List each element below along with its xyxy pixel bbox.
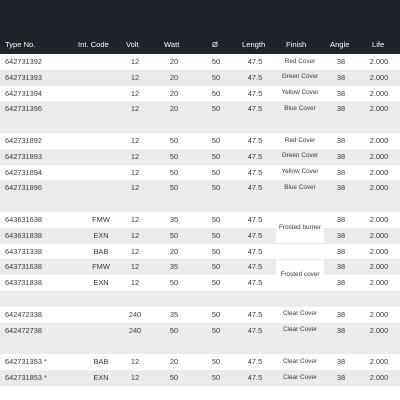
- cell-angle: 38: [336, 325, 346, 335]
- table-row: [0, 70, 400, 86]
- table-row: [0, 244, 400, 260]
- header-angle: Angle: [330, 40, 350, 49]
- group-spacer: [0, 117, 400, 133]
- finish-frosted-burner: Frosted burner: [276, 213, 324, 243]
- cell-angle: 38: [336, 135, 346, 145]
- cell-angle: 38: [336, 167, 346, 177]
- header-life: Life: [372, 40, 385, 49]
- cell-finish: Blue Cover: [284, 183, 316, 191]
- cell-watt: 20: [169, 357, 179, 367]
- cell-watt: 50: [169, 135, 179, 145]
- header-int-code: Int. Code: [78, 40, 109, 49]
- cell-volt: 12: [130, 230, 140, 240]
- cell-life: 2.000: [369, 151, 389, 161]
- cell-type: 642731392: [5, 57, 42, 66]
- header-watt: Watt: [164, 40, 180, 49]
- group-spacer: [0, 196, 400, 212]
- cell-dia: 50: [211, 325, 221, 335]
- cell-life: 2.000: [369, 278, 389, 288]
- header-length: Length: [242, 40, 266, 49]
- cell-finish: Green Cover: [281, 152, 319, 160]
- cell-finish: Clear Cover: [282, 326, 318, 334]
- cell-type: 642731896: [5, 183, 42, 193]
- cell-type: 642472338: [5, 309, 42, 319]
- table-row: [0, 275, 400, 291]
- cell-life: 2.000: [369, 372, 389, 382]
- table-row: [0, 212, 400, 228]
- cell-finish: Blue Cover: [284, 104, 316, 112]
- cell-watt: 20: [169, 57, 179, 66]
- cell-volt: 12: [130, 72, 140, 82]
- finish-frosted-cover: Frosted cover: [276, 260, 324, 290]
- cell-length: 47.5: [247, 104, 263, 114]
- cell-volt: 12: [130, 262, 140, 272]
- cell-angle: 38: [336, 372, 346, 382]
- cell-watt: 20: [169, 72, 179, 82]
- cell-life: 2.000: [369, 57, 389, 66]
- header-finish: Finish: [286, 40, 307, 49]
- cell-int: EXN: [93, 372, 109, 382]
- cell-volt: 12: [130, 104, 140, 114]
- table-body: [0, 54, 400, 386]
- cell-volt: 12: [130, 246, 140, 256]
- cell-dia: 50: [211, 309, 221, 319]
- cell-angle: 38: [336, 230, 346, 240]
- cell-length: 47.5: [247, 357, 263, 367]
- cell-life: 2.000: [369, 72, 389, 82]
- cell-angle: 38: [336, 309, 346, 319]
- table-header: [0, 37, 400, 54]
- cell-dia: 50: [211, 246, 221, 256]
- cell-life: 2.000: [369, 309, 389, 319]
- cell-length: 47.5: [247, 214, 263, 224]
- cell-volt: 12: [130, 372, 140, 382]
- cell-finish: Red Cover: [284, 57, 316, 65]
- cell-finish: Yellow Cover: [281, 89, 319, 97]
- table-row: [0, 54, 400, 70]
- cell-length: 47.5: [247, 230, 263, 240]
- table-row: [0, 259, 400, 275]
- cell-type: 643731838: [5, 278, 42, 288]
- cell-life: 2.000: [369, 230, 389, 240]
- cell-dia: 50: [211, 214, 221, 224]
- cell-watt: 50: [169, 183, 179, 193]
- cell-life: 2.000: [369, 357, 389, 367]
- cell-watt: 35: [169, 214, 179, 224]
- cell-angle: 38: [336, 72, 346, 82]
- cell-angle: 38: [336, 183, 346, 193]
- cell-finish: Yellow Cover: [281, 168, 319, 176]
- cell-length: 47.5: [247, 88, 263, 98]
- table-row: [0, 307, 400, 323]
- cell-volt: 12: [130, 135, 140, 145]
- cell-life: 2.000: [369, 325, 389, 335]
- cell-life: 2.000: [369, 183, 389, 193]
- table-row: [0, 101, 400, 117]
- cell-angle: 38: [336, 214, 346, 224]
- cell-int: EXN: [93, 278, 109, 288]
- cell-finish: Green Cover: [281, 73, 319, 81]
- cell-type: 643731638: [5, 262, 42, 272]
- cell-type: 642731353 *: [5, 357, 47, 367]
- cell-dia: 50: [211, 167, 221, 177]
- cell-int: FMW: [92, 214, 110, 224]
- cell-type: 642731394: [5, 88, 42, 98]
- cell-life: 2.000: [369, 246, 389, 256]
- cell-type: 643731338: [5, 246, 42, 256]
- cell-dia: 50: [211, 104, 221, 114]
- cell-volt: 12: [130, 167, 140, 177]
- cell-length: 47.5: [247, 135, 263, 145]
- table-row: [0, 354, 400, 370]
- cell-life: 2.000: [369, 167, 389, 177]
- cell-dia: 50: [211, 57, 221, 66]
- cell-angle: 38: [336, 104, 346, 114]
- cell-angle: 38: [336, 88, 346, 98]
- cell-volt: 12: [130, 151, 140, 161]
- cell-dia: 50: [211, 88, 221, 98]
- cell-type: 642472738: [5, 325, 42, 335]
- table-row: [0, 149, 400, 165]
- cell-watt: 35: [169, 262, 179, 272]
- cell-volt: 12: [130, 88, 140, 98]
- cell-finish: Clear Cover: [282, 357, 318, 365]
- cell-type: 642731393: [5, 72, 42, 82]
- cell-length: 47.5: [247, 57, 263, 66]
- cell-volt: 240: [128, 309, 142, 319]
- cell-dia: 50: [211, 262, 221, 272]
- cell-type: 643631838: [5, 230, 42, 240]
- cell-watt: 50: [169, 325, 179, 335]
- cell-length: 47.5: [247, 183, 263, 193]
- cell-watt: 50: [169, 372, 179, 382]
- cell-angle: 38: [336, 151, 346, 161]
- header-diameter: Ø: [212, 40, 218, 49]
- cell-life: 2.000: [369, 214, 389, 224]
- cell-watt: 20: [169, 88, 179, 98]
- cell-watt: 20: [169, 246, 179, 256]
- header-type-no: Type No.: [5, 40, 36, 49]
- cell-dia: 50: [211, 278, 221, 288]
- cell-dia: 50: [211, 135, 221, 145]
- group-spacer: [0, 338, 400, 354]
- cell-watt: 50: [169, 167, 179, 177]
- table-row: [0, 165, 400, 181]
- cell-finish: Clear Cover: [282, 310, 318, 318]
- table-row: [0, 180, 400, 196]
- cell-finish: Clear Cover: [282, 373, 318, 381]
- cell-length: 47.5: [247, 167, 263, 177]
- cell-type: 642731396: [5, 104, 42, 114]
- cell-volt: 12: [130, 57, 140, 66]
- cell-dia: 50: [211, 183, 221, 193]
- cell-int: BAB: [93, 246, 109, 256]
- table-row: [0, 370, 400, 386]
- cell-int: BAB: [93, 357, 109, 367]
- cell-finish: Red Cover: [284, 136, 316, 144]
- cell-volt: 12: [130, 357, 140, 367]
- cell-volt: 12: [130, 214, 140, 224]
- cell-int: FMW: [92, 262, 110, 272]
- cell-dia: 50: [211, 151, 221, 161]
- header-volt: Volt: [126, 40, 139, 49]
- cell-watt: 50: [169, 278, 179, 288]
- cell-length: 47.5: [247, 372, 263, 382]
- cell-watt: 20: [169, 104, 179, 114]
- cell-watt: 50: [169, 151, 179, 161]
- cell-dia: 50: [211, 230, 221, 240]
- cell-angle: 38: [336, 357, 346, 367]
- cell-length: 47.5: [247, 278, 263, 288]
- cell-volt: 240: [128, 325, 142, 335]
- cell-watt: 35: [169, 309, 179, 319]
- table-row: [0, 86, 400, 102]
- top-dark-band: [0, 0, 400, 37]
- cell-length: 47.5: [247, 246, 263, 256]
- cell-angle: 38: [336, 57, 346, 66]
- cell-type: 642731894: [5, 167, 42, 177]
- cell-type: 642731892: [5, 135, 42, 145]
- cell-life: 2.000: [369, 88, 389, 98]
- cell-life: 2.000: [369, 262, 389, 272]
- cell-length: 47.5: [247, 262, 263, 272]
- cell-dia: 50: [211, 357, 221, 367]
- cell-watt: 50: [169, 230, 179, 240]
- cell-life: 2.000: [369, 135, 389, 145]
- cell-length: 47.5: [247, 325, 263, 335]
- cell-dia: 50: [211, 372, 221, 382]
- table-row: [0, 228, 400, 244]
- cell-volt: 12: [130, 183, 140, 193]
- group-spacer: [0, 291, 400, 307]
- cell-angle: 38: [336, 262, 346, 272]
- cell-type: 643631638: [5, 214, 42, 224]
- cell-length: 47.5: [247, 151, 263, 161]
- cell-type: 642731893: [5, 151, 42, 161]
- cell-length: 47.5: [247, 72, 263, 82]
- cell-length: 47.5: [247, 309, 263, 319]
- cell-int: EXN: [93, 230, 109, 240]
- cell-type: 642731853 *: [5, 372, 47, 382]
- cell-angle: 38: [336, 246, 346, 256]
- cell-angle: 38: [336, 278, 346, 288]
- table-row: [0, 323, 400, 339]
- table-row: [0, 133, 400, 149]
- cell-life: 2.000: [369, 104, 389, 114]
- cell-dia: 50: [211, 72, 221, 82]
- cell-volt: 12: [130, 278, 140, 288]
